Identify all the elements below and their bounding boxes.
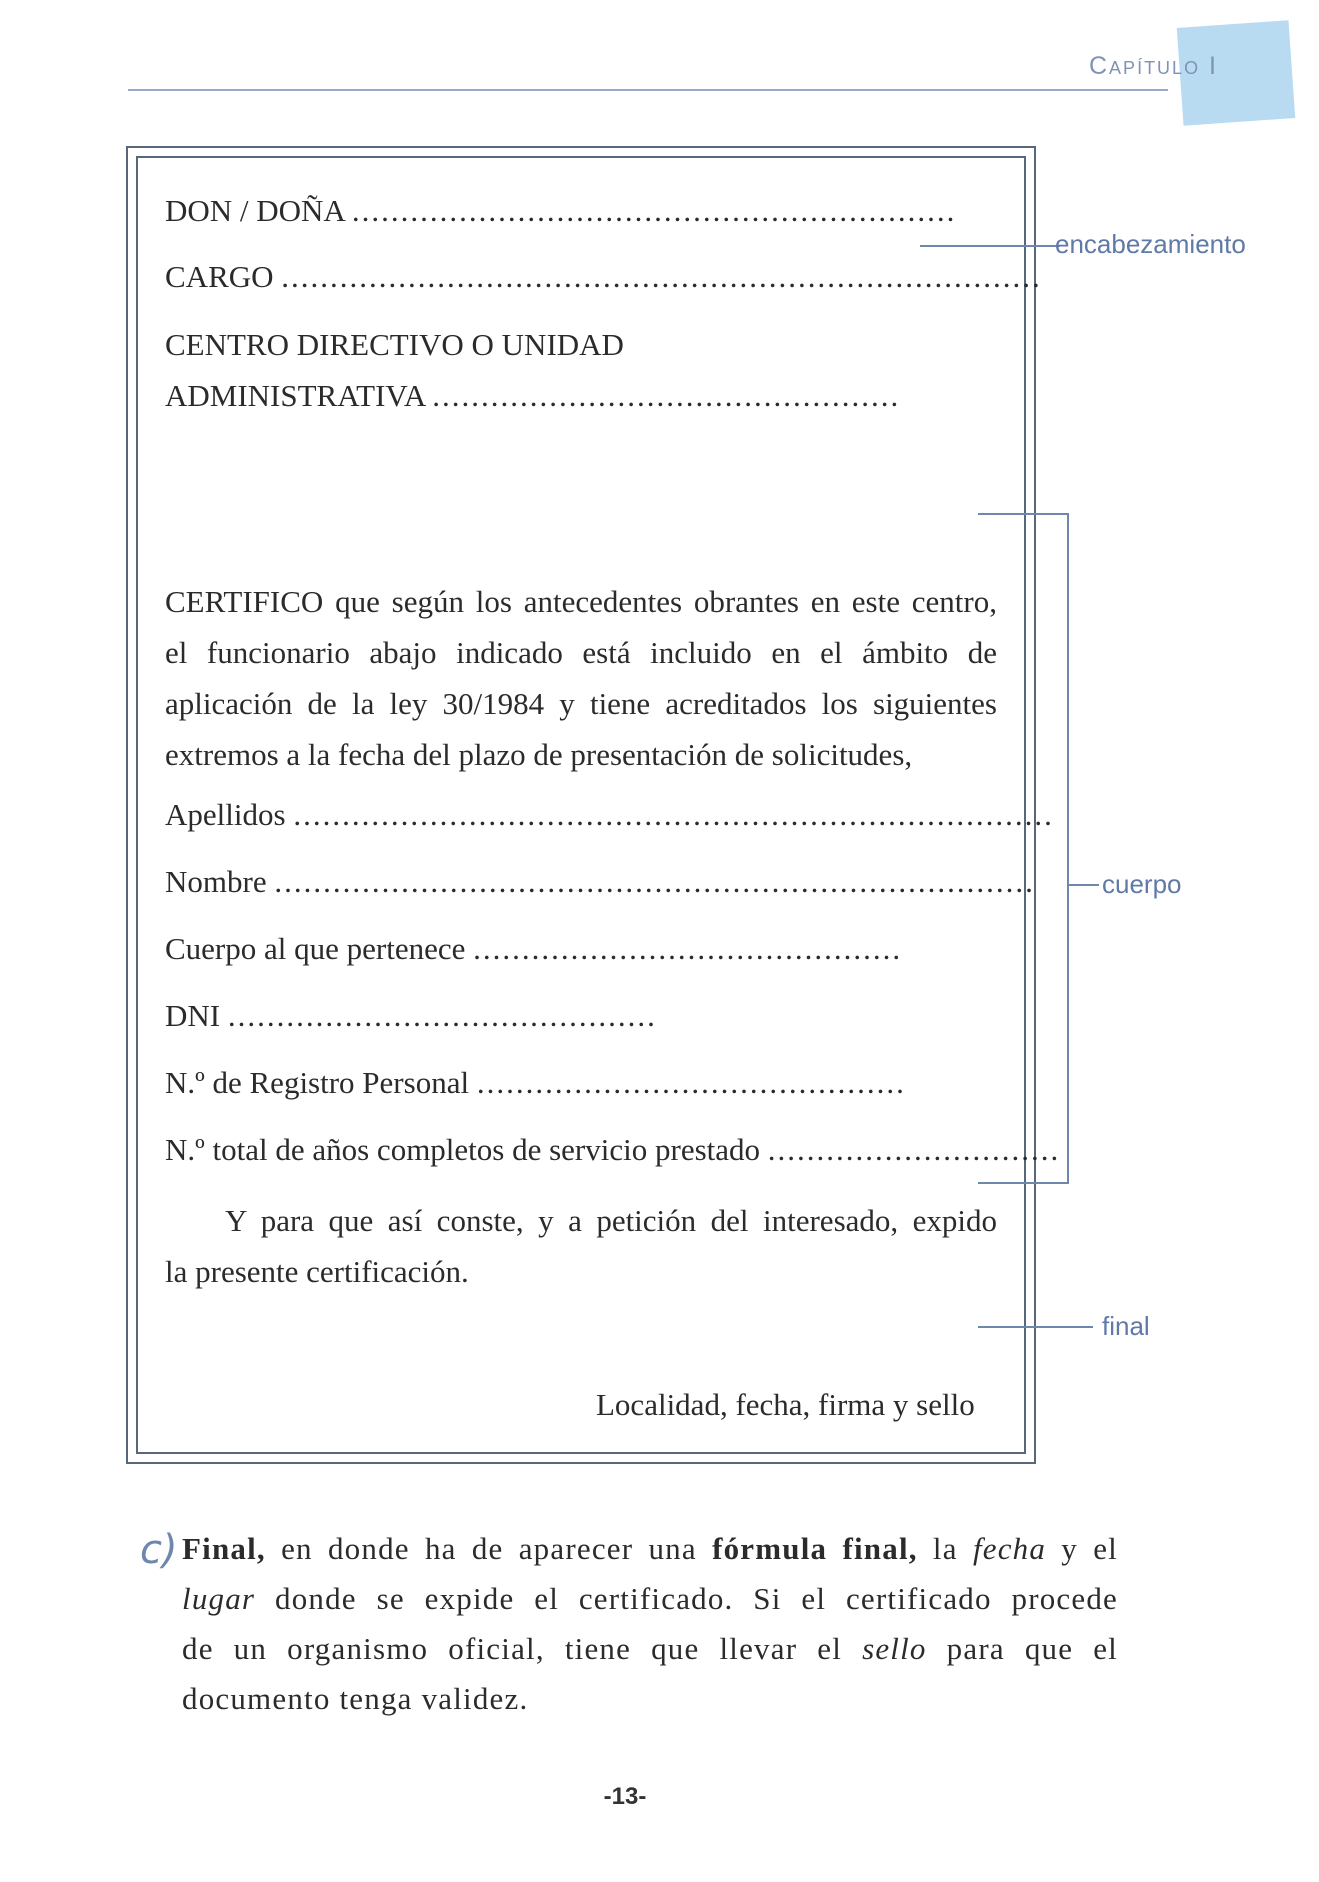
certificate-body-paragraph	[165, 576, 997, 780]
field-label: DON / DOÑA	[165, 193, 345, 228]
list-marker-c: c)	[140, 1527, 178, 1573]
paragraph-line: aplicación de la ley 30/1984 y tiene acreditados los siguientes	[165, 686, 997, 721]
field-label: Nombre	[165, 864, 267, 899]
paragraph-line: CERTIFICO que según los antecedentes obrantes en este centro,	[165, 584, 997, 619]
field-dni	[165, 998, 657, 1034]
dotted-fill-line: ..............................	[767, 1132, 1061, 1167]
header-rule	[128, 89, 1168, 91]
paragraph-line: el funcionario abajo indicado está incluido en el ámbito de	[165, 635, 997, 670]
cuerpo-bracket-top	[978, 513, 1069, 515]
text-run: para que el	[926, 1631, 1118, 1666]
paragraph-line: extremos a la fecha del plazo de presentación de solicitudes,	[165, 737, 913, 772]
chapter-title: Capítulo I	[1089, 52, 1218, 80]
italic-term: lugar	[182, 1581, 256, 1616]
dotted-fill-line: ..............................................................................	[293, 797, 1054, 832]
field-label: Cuerpo al que pertenece	[165, 931, 466, 966]
text-run: y el	[1046, 1531, 1118, 1566]
text-run: donde se expide el certificado. Si el certificado procede	[255, 1581, 1118, 1616]
paragraph-line: Y para que así conste, y a petición del interesado, expido	[225, 1203, 997, 1238]
field-label: ADMINISTRATIVA	[165, 378, 425, 413]
text-run: la	[917, 1531, 973, 1566]
cuerpo-bracket-vertical	[1067, 513, 1069, 1184]
annotation-cuerpo: cuerpo	[1102, 869, 1182, 899]
paragraph-line	[182, 1624, 1118, 1674]
field-anos-servicio	[165, 1132, 1061, 1168]
field-apellidos	[165, 797, 1054, 833]
certificate-closing-paragraph	[165, 1195, 997, 1297]
field-cuerpo	[165, 931, 903, 967]
paragraph-line: documento tenga validez.	[182, 1681, 529, 1716]
dotted-fill-line: ............................................	[227, 998, 657, 1033]
dotted-fill-line: ............................................	[476, 1065, 906, 1100]
text-run: en donde ha de aparecer una	[265, 1531, 713, 1566]
page-number: -13-	[603, 1783, 647, 1810]
dotted-fill-line: ..............................................................	[351, 193, 957, 228]
signature-line: Localidad, fecha, firma y sello	[596, 1387, 975, 1422]
cuerpo-bracket-bottom	[978, 1182, 1069, 1184]
field-label: CARGO	[165, 259, 274, 294]
annotation-final: final	[1102, 1311, 1150, 1341]
field-label: N.º total de años completos de servicio prestado	[165, 1132, 761, 1167]
dotted-fill-line: ............................................	[473, 931, 903, 966]
paragraph-line: la presente certificación.	[165, 1254, 469, 1289]
cuerpo-pointer	[1067, 884, 1099, 886]
field-centro-line2	[165, 378, 901, 414]
field-registro	[165, 1065, 906, 1101]
dotted-fill-line: ..............................................................................	[281, 259, 1042, 294]
italic-term: fecha	[972, 1531, 1047, 1566]
paragraph-line	[182, 1524, 1118, 1574]
field-cargo	[165, 259, 1042, 295]
field-label: DNI	[165, 998, 221, 1033]
bold-term: fórmula final,	[712, 1531, 918, 1566]
field-centro-line1: CENTRO DIRECTIVO O UNIDAD	[165, 327, 624, 362]
explanation-paragraph	[182, 1524, 1118, 1724]
paragraph-line	[182, 1574, 1118, 1624]
field-don-dona	[165, 193, 957, 229]
dotted-fill-line: ................................................	[432, 378, 901, 413]
final-pointer	[978, 1326, 1093, 1328]
dotted-fill-line: ..............................................................................	[274, 864, 1035, 899]
text-run: de un organismo oficial, tiene que llevar el	[182, 1631, 863, 1666]
annotation-encabezamiento: encabezamiento	[1055, 229, 1246, 259]
field-nombre	[165, 864, 1035, 900]
field-label: N.º de Registro Personal	[165, 1065, 470, 1100]
encabezamiento-pointer	[920, 245, 1060, 247]
bold-term: Final,	[182, 1531, 266, 1566]
field-label: Apellidos	[165, 797, 286, 832]
italic-term: sello	[862, 1631, 927, 1666]
